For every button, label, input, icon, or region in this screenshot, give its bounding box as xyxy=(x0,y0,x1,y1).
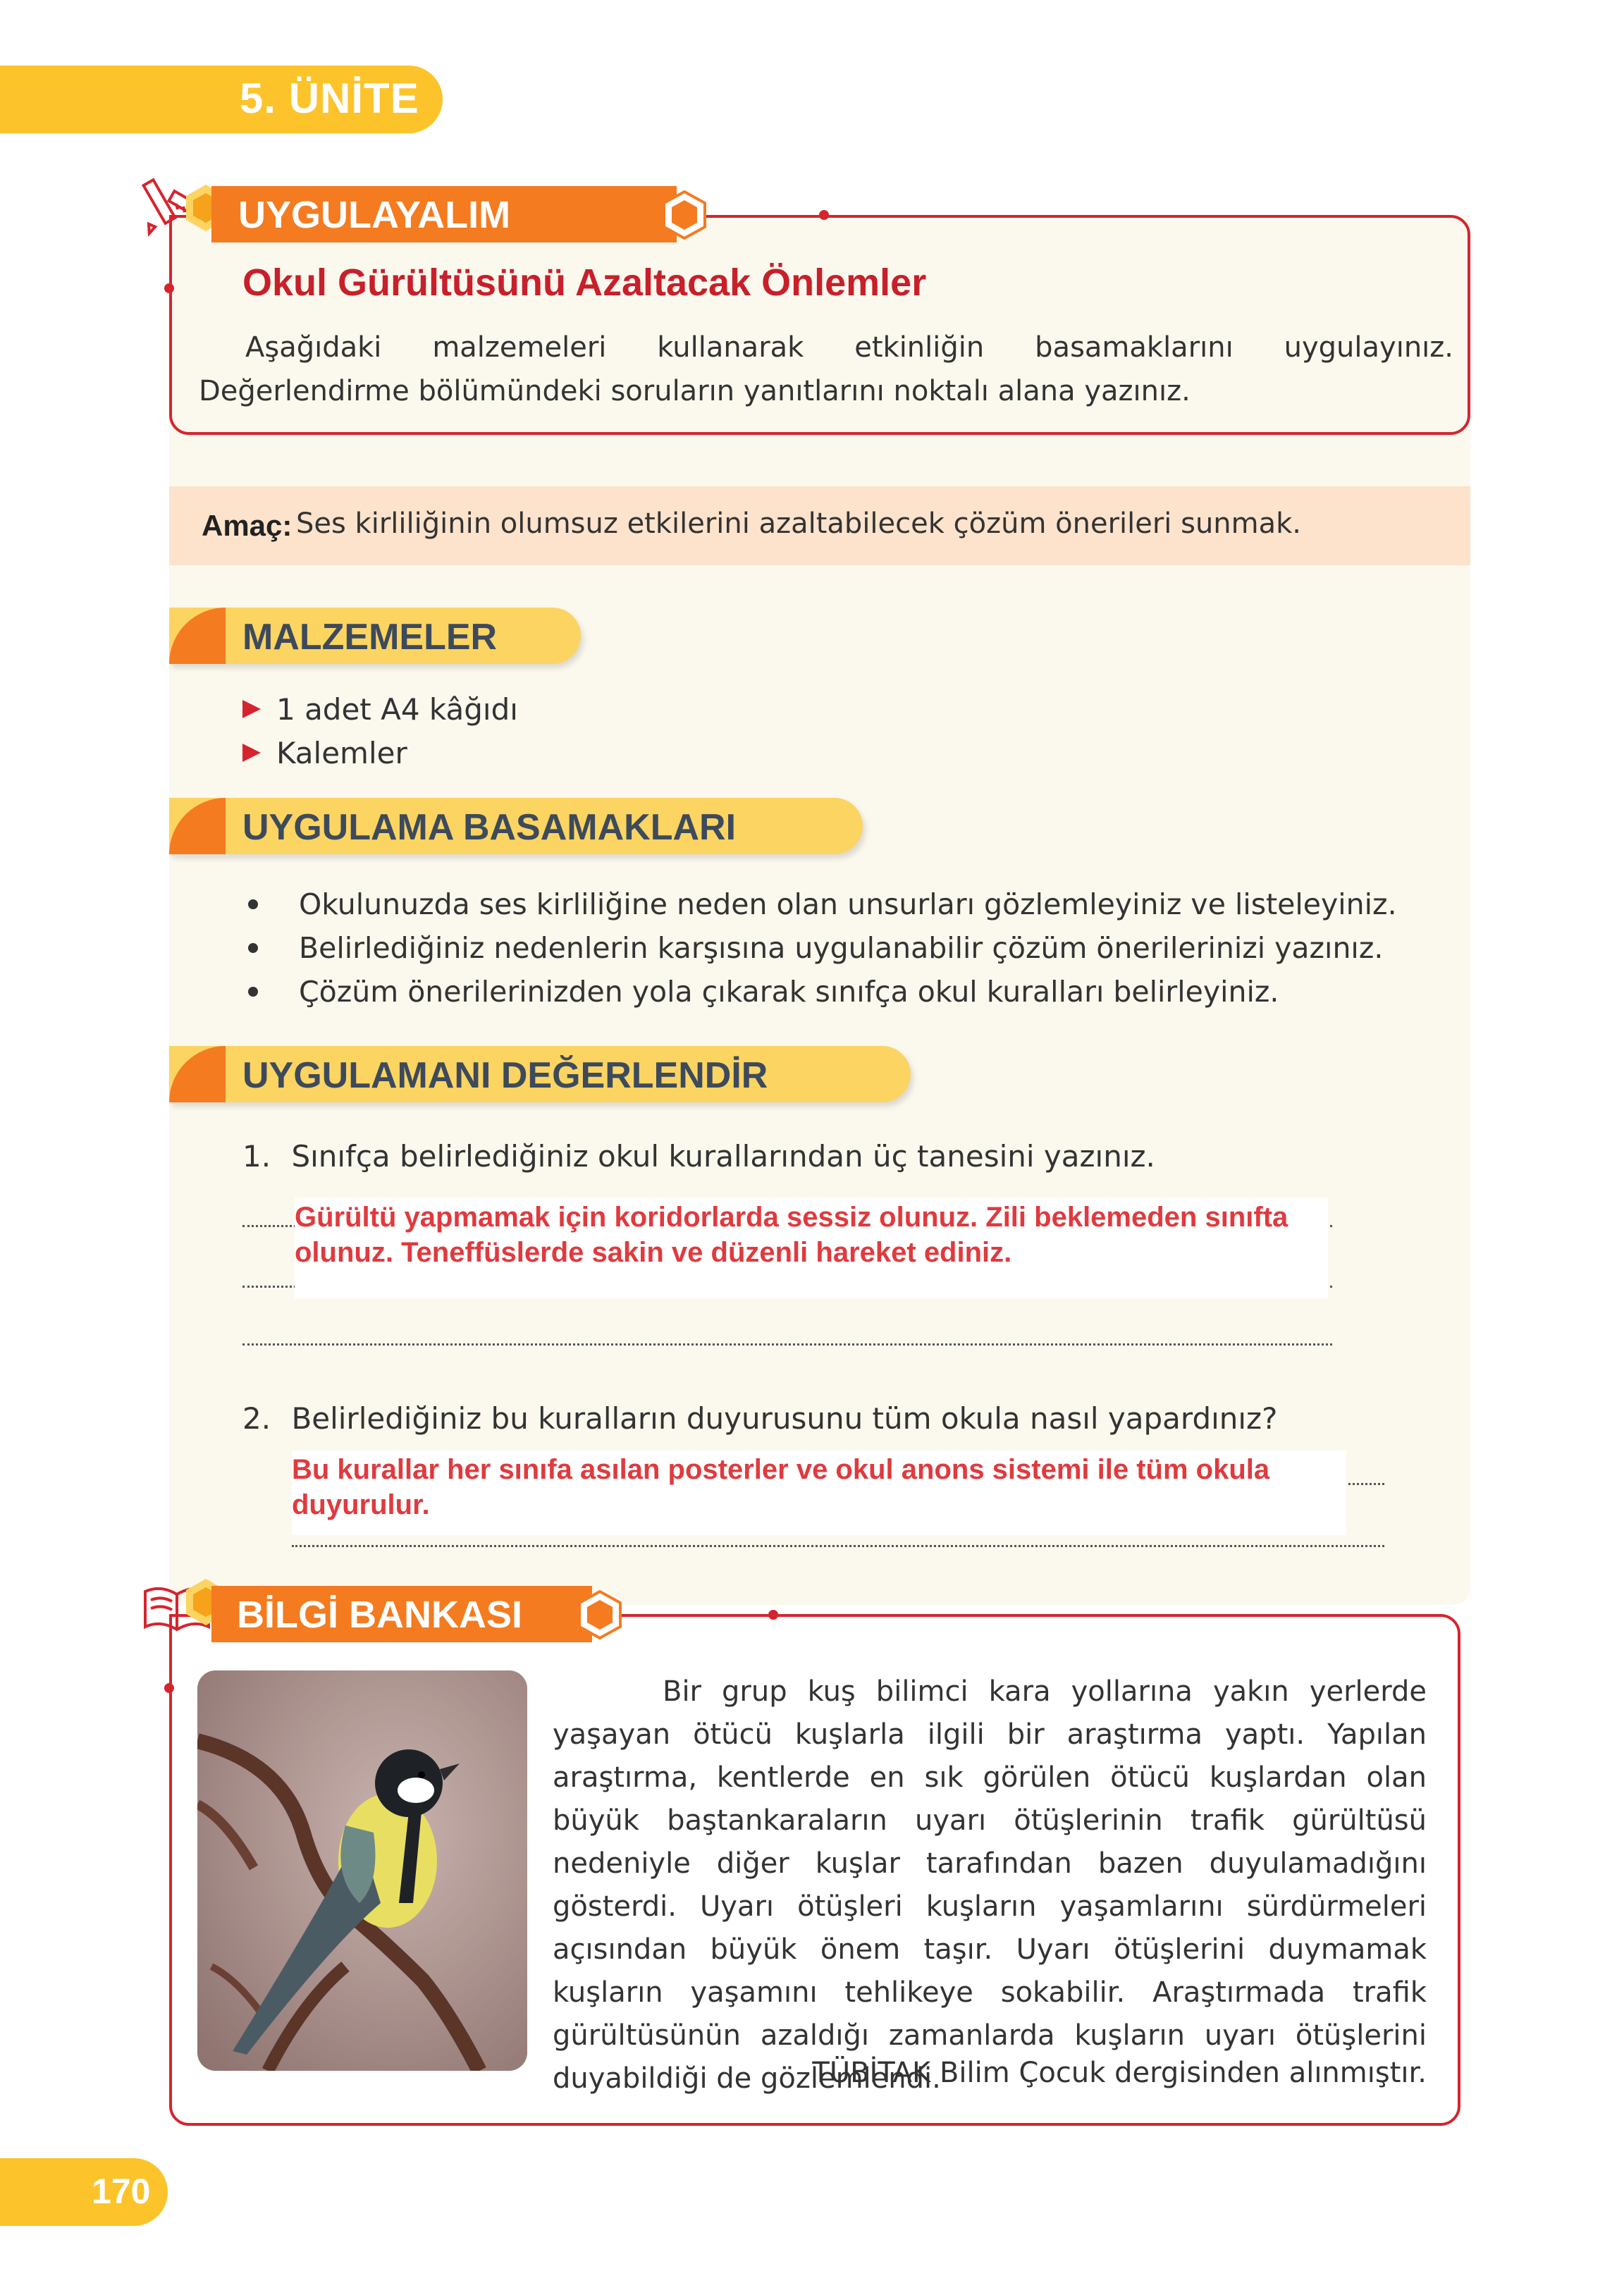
question-1 xyxy=(242,1139,1155,1174)
question-2 xyxy=(242,1401,1277,1436)
hexagon-decoration-icon xyxy=(663,190,706,240)
info-bank-banner xyxy=(211,1586,592,1642)
step-label: Belirlediğiniz nedenlerin karşısına uygulanabilir çözüm önerilerinizi yazınız. xyxy=(299,931,1384,965)
list-item xyxy=(242,687,518,731)
list-item xyxy=(248,926,1397,970)
activity-intro: Aşağıdaki malzemeleri kullanarak etkinliğin basamaklarını uygulayınız. Değerlendirme bölümündeki soruların yanıtlarını noktalı alana yazınız. xyxy=(199,331,1453,407)
pill-accent xyxy=(169,798,226,854)
triangle-bullet-icon xyxy=(242,744,261,762)
answer-dotted-line xyxy=(242,1343,1332,1346)
steps-list xyxy=(248,882,1397,1014)
list-item xyxy=(242,731,518,775)
evaluation-heading-label: UYGULAMANI DEĞERLENDİR xyxy=(242,1055,768,1096)
bullet-dot-icon xyxy=(248,987,258,997)
materials-heading-label: MALZEMELER xyxy=(242,617,498,658)
unit-tab xyxy=(0,66,443,133)
material-label: Kalemler xyxy=(276,735,407,770)
materials-heading xyxy=(169,608,581,664)
question-number: 2. xyxy=(242,1401,271,1436)
info-bank-text: Bir grup kuş bilimci kara yollarına yakın yerlerde yaşayan ötücü kuşlarla ilgili bir araştırma yaptı. Yapılan araştırma, kentlerde en sık görülen ötücü kuşlardan olan büyük baştankaraların uyarı ötüşlerinin trafik gürültüsü nedeniyle diğer kuşlar tarafından bazen duyulamadığını gösterdi. Uyarı ötüşleri kuşların yaşamlarını sürdürmeleri açısından büyük önem taşır. Uyarı ötüşlerini duymamak kuşların yaşamını tehlikeye sokabilir. Araştırmada trafik gürültüsünün azaldığı zamanlarda kuşların uyarı ötüşlerini duyabildiği de gözlemlendi. xyxy=(553,1675,1427,2095)
step-label: Okulunuzda ses kirliliğine neden olan unsurları gözlemleyiniz ve listeleyiniz. xyxy=(299,887,1397,921)
frame-dot xyxy=(164,1683,174,1693)
list-item xyxy=(248,970,1397,1014)
question-text: Sınıfça belirlediğiniz okul kurallarından üç tanesini yazınız. xyxy=(291,1139,1155,1174)
answer-dotted-line xyxy=(292,1545,1384,1547)
bullet-dot-icon xyxy=(248,943,258,953)
aim-band xyxy=(169,486,1470,565)
hexagon-decoration-icon xyxy=(578,1590,622,1639)
pill-accent xyxy=(169,1046,226,1102)
steps-heading xyxy=(169,798,863,854)
aim-text: Ses kirliliğinin olumsuz etkilerini azaltabilecek çözüm önerileri sunmak. xyxy=(296,507,1302,540)
activity-title: Okul Gürültüsünü Azaltacak Önlemler xyxy=(242,261,927,304)
materials-list xyxy=(242,687,518,775)
frame-dot xyxy=(768,1610,778,1620)
steps-heading-label: UYGULAMA BASAMAKLARI xyxy=(242,807,737,848)
info-bank-source: TÜBİTAK Bilim Çocuk dergisinden alınmıştır. xyxy=(812,2057,1427,2089)
great-tit-bird-image xyxy=(197,1670,527,2071)
unit-label: 5. ÜNİTE xyxy=(240,75,419,122)
list-item xyxy=(248,882,1397,926)
answer-2-field[interactable]: Bu kurallar her sınıfa asılan posterler ve okul anons sistemi ile tüm okula duyurulur. xyxy=(292,1451,1346,1535)
uygulayalim-label: UYGULAYALIM xyxy=(238,194,511,236)
question-number: 1. xyxy=(242,1139,271,1174)
material-label: 1 adet A4 kâğıdı xyxy=(276,691,518,727)
triangle-bullet-icon xyxy=(242,700,261,718)
question-text: Belirlediğiniz bu kuralların duyurusunu tüm okula nasıl yapardınız? xyxy=(291,1401,1278,1436)
info-bank-label: BİLGİ BANKASI xyxy=(237,1594,522,1636)
frame-dot xyxy=(164,283,174,293)
aim-label: Amaç: xyxy=(202,509,293,542)
page-number: 170 xyxy=(92,2172,151,2211)
bullet-dot-icon xyxy=(248,899,258,909)
evaluation-heading xyxy=(169,1046,911,1102)
answer-1-field[interactable]: Gürültü yapmamak için koridorlarda sessiz olunuz. Zili beklemeden sınıfta olunuz. Teneffüslerde sakin ve düzenli hareket ediniz. xyxy=(295,1198,1328,1298)
frame-dot xyxy=(819,210,829,220)
page-number-tab xyxy=(0,2158,168,2226)
step-label: Çözüm önerilerinizden yola çıkarak sınıfça okul kuralları belirleyiniz. xyxy=(299,975,1279,1009)
pill-accent xyxy=(169,608,226,664)
uygulayalim-banner xyxy=(211,186,677,242)
